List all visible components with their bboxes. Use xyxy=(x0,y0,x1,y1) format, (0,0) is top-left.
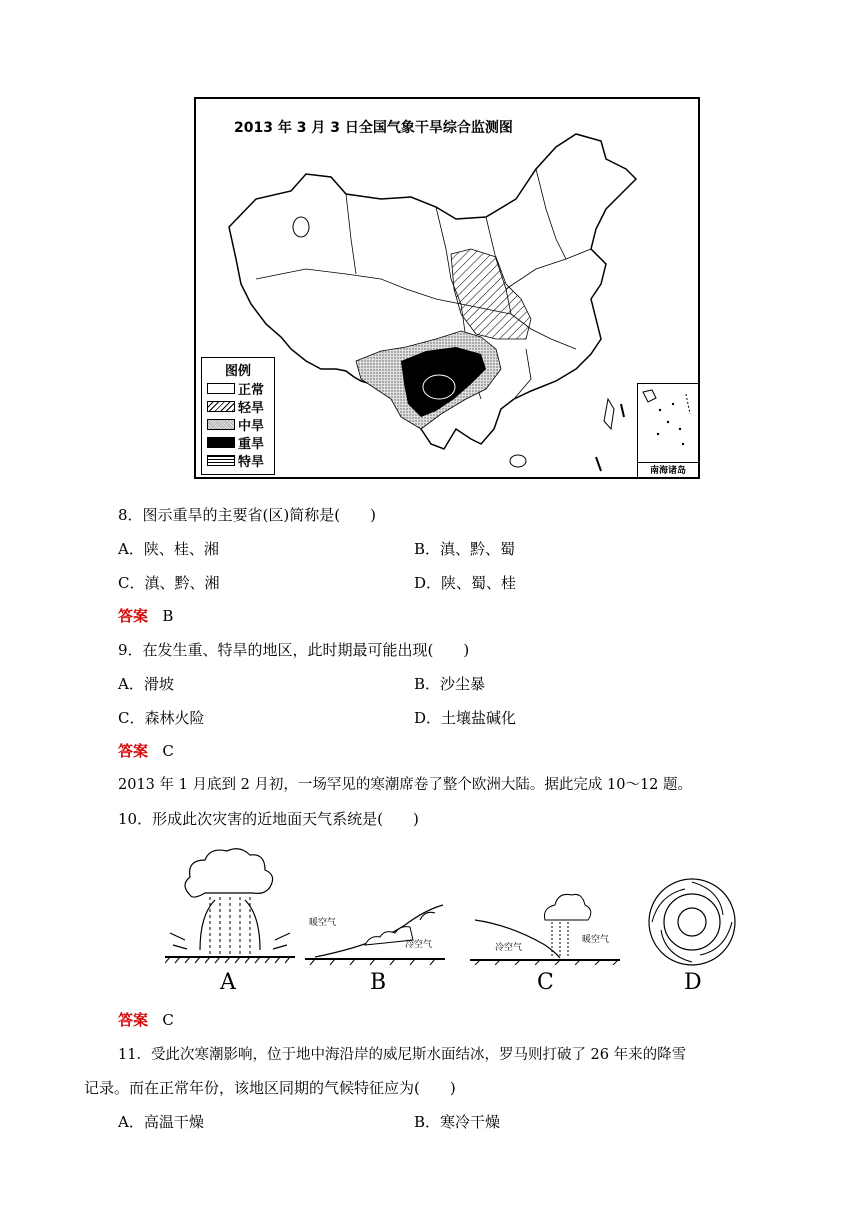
q8-option-c: C．滇、黔、湘 xyxy=(118,574,220,592)
q9-stem: 9．在发生重、特旱的地区，此时期最可能出现( ) xyxy=(118,641,470,659)
diagram-a-label: A xyxy=(220,970,236,995)
diagram-d-label: D xyxy=(684,970,702,995)
legend-label: 重旱 xyxy=(238,436,265,452)
legend-label: 轻旱 xyxy=(238,400,265,416)
diagram-d-pressure-system xyxy=(645,875,740,970)
q8-option-a: A．陕、桂、湘 xyxy=(118,540,219,558)
inset-label: 南海诸岛 xyxy=(638,462,698,476)
answer-label: 答案 xyxy=(118,1011,149,1029)
legend-label: 正常 xyxy=(238,382,265,398)
q11-option-a: A．高温干燥 xyxy=(118,1113,204,1131)
cold-air-label: 冷空气 xyxy=(405,940,433,950)
legend-title: 图例 xyxy=(224,364,251,379)
q9-answer xyxy=(118,740,174,762)
diagram-c-label: C xyxy=(537,970,554,995)
q9-option-d: D．土壤盐碱化 xyxy=(414,709,517,727)
legend-item-light xyxy=(202,397,274,415)
legend-item-moderate xyxy=(202,415,274,433)
legend-item-normal xyxy=(202,379,274,397)
legend-swatch-moderate xyxy=(207,419,235,430)
legend-swatch-extreme xyxy=(207,455,235,466)
q11-stem-line1: 11．受此次寒潮影响，位于地中海沿岸的威尼斯水面结冰，罗马则打破了 26 年来的降雪 xyxy=(118,1047,687,1063)
q10-stem: 10．形成此次灾害的近地面天气系统是( ) xyxy=(118,810,419,828)
answer-value: B xyxy=(162,607,174,625)
answer-label: 答案 xyxy=(118,742,149,760)
q10-answer xyxy=(118,1009,174,1031)
drought-map xyxy=(194,97,700,479)
cold-air-label: 冷空气 xyxy=(495,943,523,953)
q11-stem-line2: 记录。而在正常年份，该地区同期的气候特征应为( ) xyxy=(84,1079,456,1097)
q9-option-c: C．森林火险 xyxy=(118,709,205,727)
passage-intro: 2013 年 1 月底到 2 月初，一场罕见的寒潮席卷了整个欧洲大陆。据此完成 10～12 题。 xyxy=(118,777,693,793)
diagram-b-label: B xyxy=(370,970,387,995)
south-china-sea-inset xyxy=(637,383,698,477)
legend-item-extreme xyxy=(202,451,274,469)
legend-label: 特旱 xyxy=(238,454,265,470)
q9-option-b: B．沙尘暴 xyxy=(414,675,486,693)
q8-option-b: B．滇、黔、蜀 xyxy=(414,540,516,558)
legend-swatch-light xyxy=(207,401,235,412)
answer-value: C xyxy=(162,742,174,760)
diagram-c-cold-front xyxy=(470,880,620,965)
answer-label: 答案 xyxy=(118,607,149,625)
q8-answer xyxy=(118,605,173,627)
map-title: 2013 年 3 月 3 日全国气象干旱综合监测图 xyxy=(234,120,513,136)
legend-label: 中旱 xyxy=(238,418,265,434)
legend-item-heavy xyxy=(202,433,274,451)
warm-air-label: 暖空气 xyxy=(582,935,610,945)
weather-system-diagrams xyxy=(160,845,740,1000)
q8-stem: 8．图示重旱的主要省(区)简称是( ) xyxy=(118,506,376,524)
legend-swatch-heavy xyxy=(207,437,235,448)
warm-air-label: 暖空气 xyxy=(309,918,337,928)
answer-value: C xyxy=(162,1011,174,1029)
q11-option-b: B．寒冷干燥 xyxy=(414,1113,501,1131)
inset-islands xyxy=(638,384,698,464)
q9-option-a: A．滑坡 xyxy=(118,675,174,693)
diagram-b-warm-front xyxy=(305,885,445,965)
legend-swatch-normal xyxy=(207,383,235,394)
diagram-a-convection xyxy=(165,845,295,965)
map-legend xyxy=(201,357,275,475)
q8-option-d: D．陕、蜀、桂 xyxy=(414,574,517,592)
